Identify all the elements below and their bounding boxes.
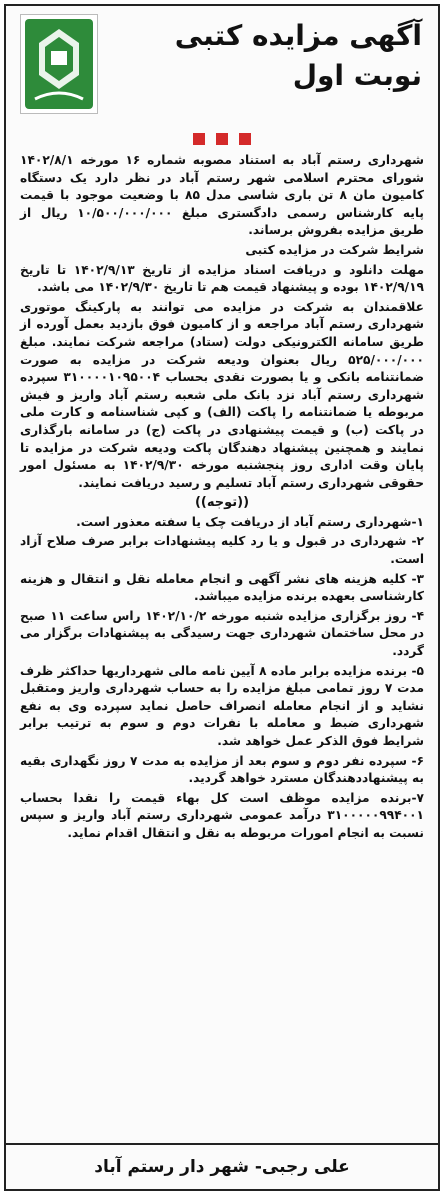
ad-body <box>20 152 424 845</box>
condition-paragraph: علاقمندان به شرکت در مزایده می توانند به پارکینگ موتوری شهرداری رستم آباد مراجعه و از کامیون فوق بازدید بعمل آورده از طریق سامانه الکترونیکی دولت (ستاد) مراجعه شرکت نمایند. مبلغ ۵۲۵/۰۰۰/۰۰۰ ریال بعنوان ودیعه شرکت در مزایده به صورت ضمانتنامه بانکی و یا بصورت نقدی بحساب ۳۱۰۰۰۰۱۰۹۵۰۰۴ سپرده شهرداری رستم آباد نزد بانک ملی شعبه رستم آباد واریز و فیش مربوطه یا ضمانتنامه را پاکت (الف) و کپی شناسنامه و کارت ملی در پاکت (ب) و قیمت پیشنهادی در پاکت (ج) در سامانه بارگذاری نمایند و همچنین پیشنهاد دهندگان پاکت ودیعه شرکت در مزایده تا پایان وقت اداری روز پنجشنبه مورخه ۱۴۰۲/۹/۳۰ به مسئول امور حقوقی شهرداری رستم آباد تسلیم و رسید دریافت نمایند. <box>20 299 425 490</box>
ad-footer-signature: علی رجبی- شهر دار رستم آباد <box>6 1143 438 1189</box>
notice-item: ۳- کلیه هزینه های نشر آگهی و انجام معامله نقل و انتقال و هزینه کارشناسی بعهده برنده مزایده میباشد. <box>20 571 424 604</box>
condition-paragraph: مهلت دانلود و دریافت اسناد مزایده از تاریخ ۱۴۰۲/۹/۱۳ تا تاریخ ۱۴۰۲/۹/۱۹ بوده و پیشنهاد قیمت هم تا تاریخ ۱۴۰۲/۹/۳۰ می باشد. <box>20 262 424 295</box>
notice-item: ۶- سپرده نفر دوم و سوم بعد از مزایده به مدت ۷ روز نگهداری بقیه به پیشنهاددهندگان مسترد خواهد گردید. <box>20 753 425 786</box>
title-line-1: آگهی مزایده کتبی <box>174 19 422 52</box>
intro-paragraph: شهرداری رستم آباد به استناد مصوبه شماره ۱۶ مورخه ۱۴۰۲/۸/۱ شورای محترم اسلامی شهر رستم آباد در نظر دارد یک دستگاه کامیون مان ۸ تن باری شاسی مدل ۸۵ با وضعیت موجود با قیمت پایه کارشناس رسمی دادگستری مبلغ ۱۰/۵۰۰/۰۰۰/۰۰۰ ریال از طریق مزایده بفروش برساند. <box>20 153 424 238</box>
notice-item: ۷-برنده مزایده موظف است کل بهاء قیمت را نقدا بحساب ۳۱۰۰۰۰۰۹۹۴۰۰۱ درآمد عمومی شهرداری رستم آباد واریز و سپس نسبت به انجام امورات مربوطه به نقل و انتقال اقدام نماید. <box>20 790 424 840</box>
notice-item: ۵- برنده مزایده برابر ماده ۸ آیین نامه مالی شهرداریها حداکثر ظرف مدت ۷ روز تمامی مبلغ مزایده را به حساب شهرداری واریز ومتقبل نشاید و از انجام معامله انصراف حاصل نماید سپرده وی به نفع شهرداری ضبط و معامله با نفرات دوم و سوم به ترتیب برابر شرایط فوق الذکر عمل خواهد شد. <box>20 663 424 748</box>
red-square-icon <box>193 133 205 145</box>
ad-header <box>6 6 438 124</box>
conditions-title: شرایط شرکت در مزایده کتبی <box>245 242 424 257</box>
ad-title <box>122 16 422 96</box>
notice-item: ۲- شهرداری در قبول و یا رد کلیه پیشنهادات برابر صرف صلاح آزاد است. <box>20 534 424 567</box>
decorative-squares <box>6 130 438 149</box>
ad-page <box>4 4 440 1191</box>
red-square-icon <box>216 133 228 145</box>
title-line-2: نوبت اول <box>292 59 422 92</box>
red-square-icon <box>239 133 251 145</box>
notice-item: ۴- روز برگزاری مزایده شنبه مورخه ۱۴۰۲/۱۰/۲ راس ساعت ۱۱ صبح در محل ساختمان شهرداری جهت رسیدگی به پیشنهادات برگزار می گردد. <box>20 608 425 659</box>
municipality-logo <box>20 14 98 114</box>
notice-item: ۱-شهرداری رستم آباد از دریافت چک یا سفته معذور است. <box>76 514 424 529</box>
notice-title: ((توجه)) <box>194 495 250 511</box>
